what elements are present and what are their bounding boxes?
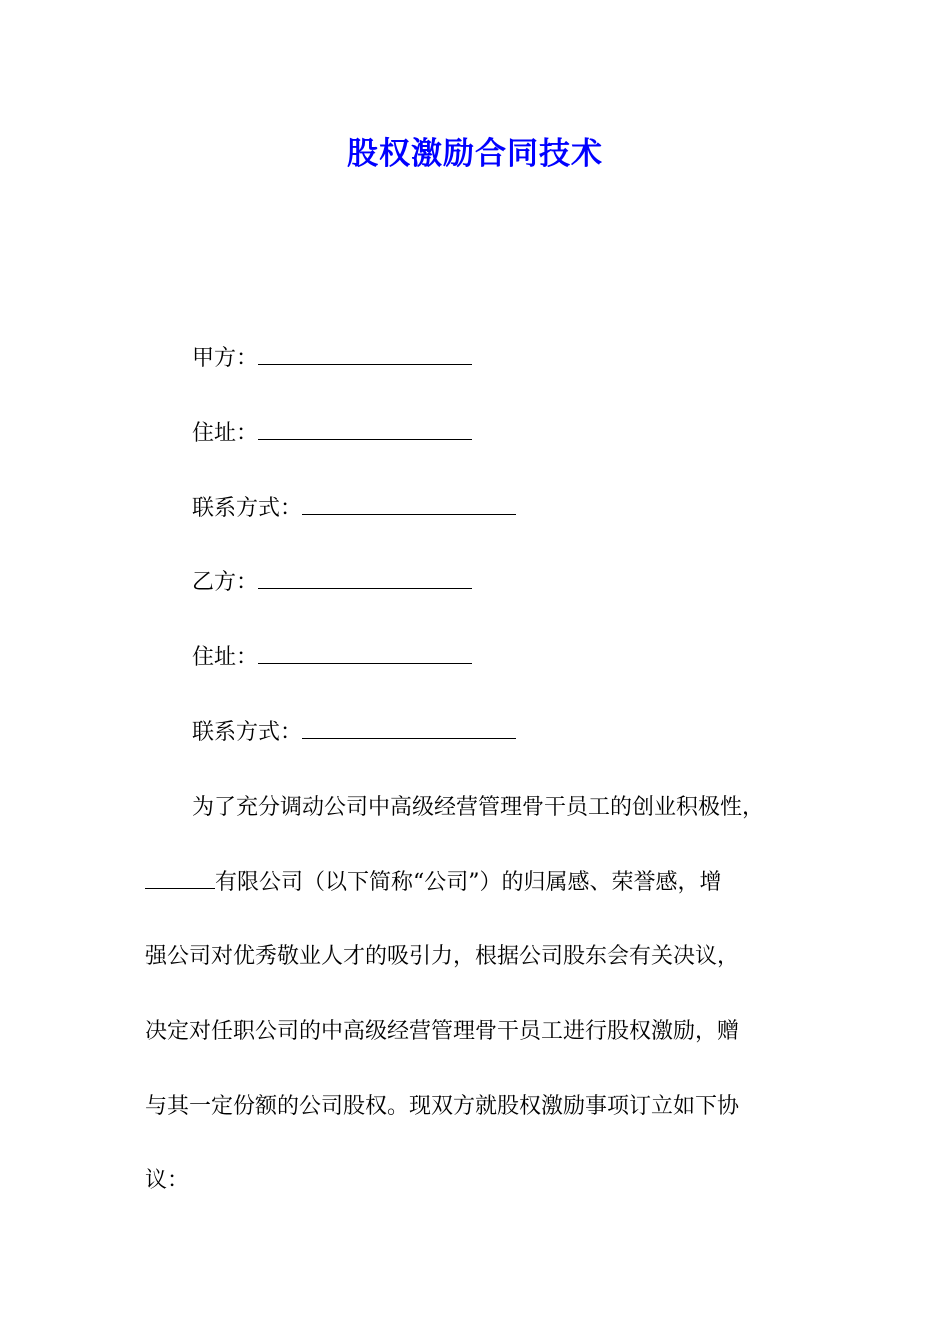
party-b-address-label: 住址： — [192, 645, 259, 670]
party-a-blank — [258, 344, 472, 365]
paragraph-line-5: 与其一定份额的公司股权。现双方就股权激励事项订立如下协 — [145, 1094, 740, 1119]
party-b-address-blank — [258, 643, 472, 664]
party-b-blank — [258, 568, 472, 589]
document-title: 股权激励合同技术 — [347, 136, 603, 172]
party-b-address-field — [192, 643, 472, 673]
party-a-contact-field — [192, 494, 516, 524]
party-b-label: 乙方： — [192, 570, 259, 595]
paragraph-line-4: 决定对任职公司的中高级经营管理骨干员工进行股权激励，赠 — [145, 1019, 740, 1044]
party-a-label: 甲方： — [192, 346, 259, 371]
company-name-blank — [145, 868, 215, 889]
party-a-address-blank — [258, 419, 472, 440]
paragraph-line-1: 为了充分调动公司中高级经营管理骨干员工的创业积极性， — [192, 795, 765, 820]
party-b-contact-blank — [302, 718, 516, 739]
paragraph-line-3: 强公司对优秀敬业人才的吸引力，根据公司股东会有关决议， — [145, 944, 740, 969]
party-a-contact-blank — [302, 494, 516, 515]
party-a-address-label: 住址： — [192, 421, 259, 446]
paragraph-line-2 — [145, 868, 722, 898]
party-b-contact-field — [192, 718, 516, 748]
paragraph-line-2-text: 有限公司（以下简称“公司”）的归属感、荣誉感，增 — [215, 870, 722, 895]
paragraph-line-6: 议： — [145, 1168, 190, 1193]
party-b-field — [192, 568, 472, 598]
party-b-contact-label: 联系方式： — [192, 720, 303, 745]
party-a-address-field — [192, 419, 472, 449]
party-a-contact-label: 联系方式： — [192, 496, 303, 521]
party-a-field — [192, 344, 472, 374]
